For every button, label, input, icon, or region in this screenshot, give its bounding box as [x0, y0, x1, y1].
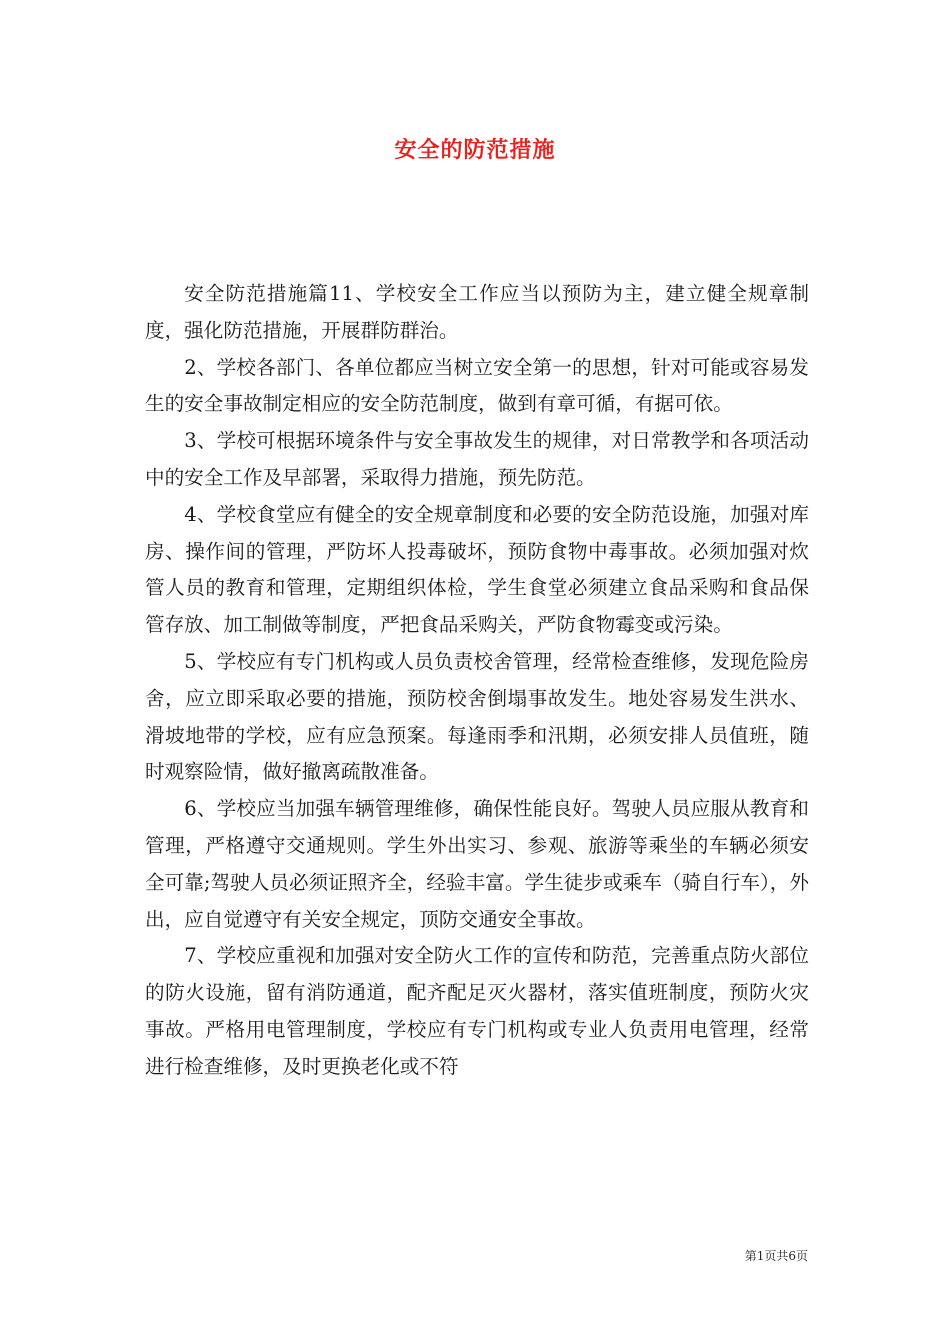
paragraph-2: 2、学校各部门、各单位都应当树立安全第一的思想，针对可能或容易发生的安全事故制定相应的安全防范制度，做到有章可循，有据可依。: [145, 355, 809, 416]
document-title: 安全的防范措施: [394, 137, 556, 163]
paragraph-6: 6、学校应当加强车辆管理维修，确保性能良好。驾驶人员应服从教育和管理，严格遵守交通规则。学生外出实习、参观、旅游等乘坐的车辆必须安全可靠;驾驶人员必须证照齐全，经验丰富。学生徒步或乘车（骑自行车），外出，应自觉遵守有关安全规定，顶防交通安全事故。: [145, 797, 809, 931]
paragraph-1: 安全防范措施篇11、学校安全工作应当以预防为主，建立健全规章制度，强化防范措施，开展群防群治。: [145, 282, 809, 342]
document-body: [145, 276, 809, 1086]
page-number-footer: 第1页共6页: [744, 1249, 808, 1263]
paragraph-5: 5、学校应有专门机构或人员负责校舍管理，经常检查维修，发现危险房舍，应立即采取必要的措施，预防校舍倒塌事故发生。地处容易发生洪水、滑坡地带的学校，应有应急预案。每逢雨季和汛期，必须安排人员值班，随时观察险情，做好撤离疏散准备。: [145, 649, 809, 784]
paragraph-4: 4、学校食堂应有健全的安全规章制度和必要的安全防范设施，加强对库房、操作间的管理，严防坏人投毒破坏，预防食物中毒事故。必须加强对炊管人员的教育和管理，定期组织体检，学生食堂必须建立食品采购和食品保管存放、加工制做等制度，严把食品采购关，严防食物霉变或污染。: [145, 502, 809, 637]
paragraph-7: 7、学校应重视和加强对安全防火工作的宣传和防范，完善重点防火部位的防火设施，留有消防通道，配齐配足灭火器材，落实值班制度，预防火灾事故。严格用电管理制度，学校应有专门机构或专业人负责用电管理，经常进行检查维修，及时更换老化或不符: [145, 944, 809, 1078]
paragraph-3: 3、学校可根据环境条件与安全事故发生的规律，对日常教学和各项活动中的安全工作及早部署，采取得力措施，预先防范。: [145, 429, 809, 489]
